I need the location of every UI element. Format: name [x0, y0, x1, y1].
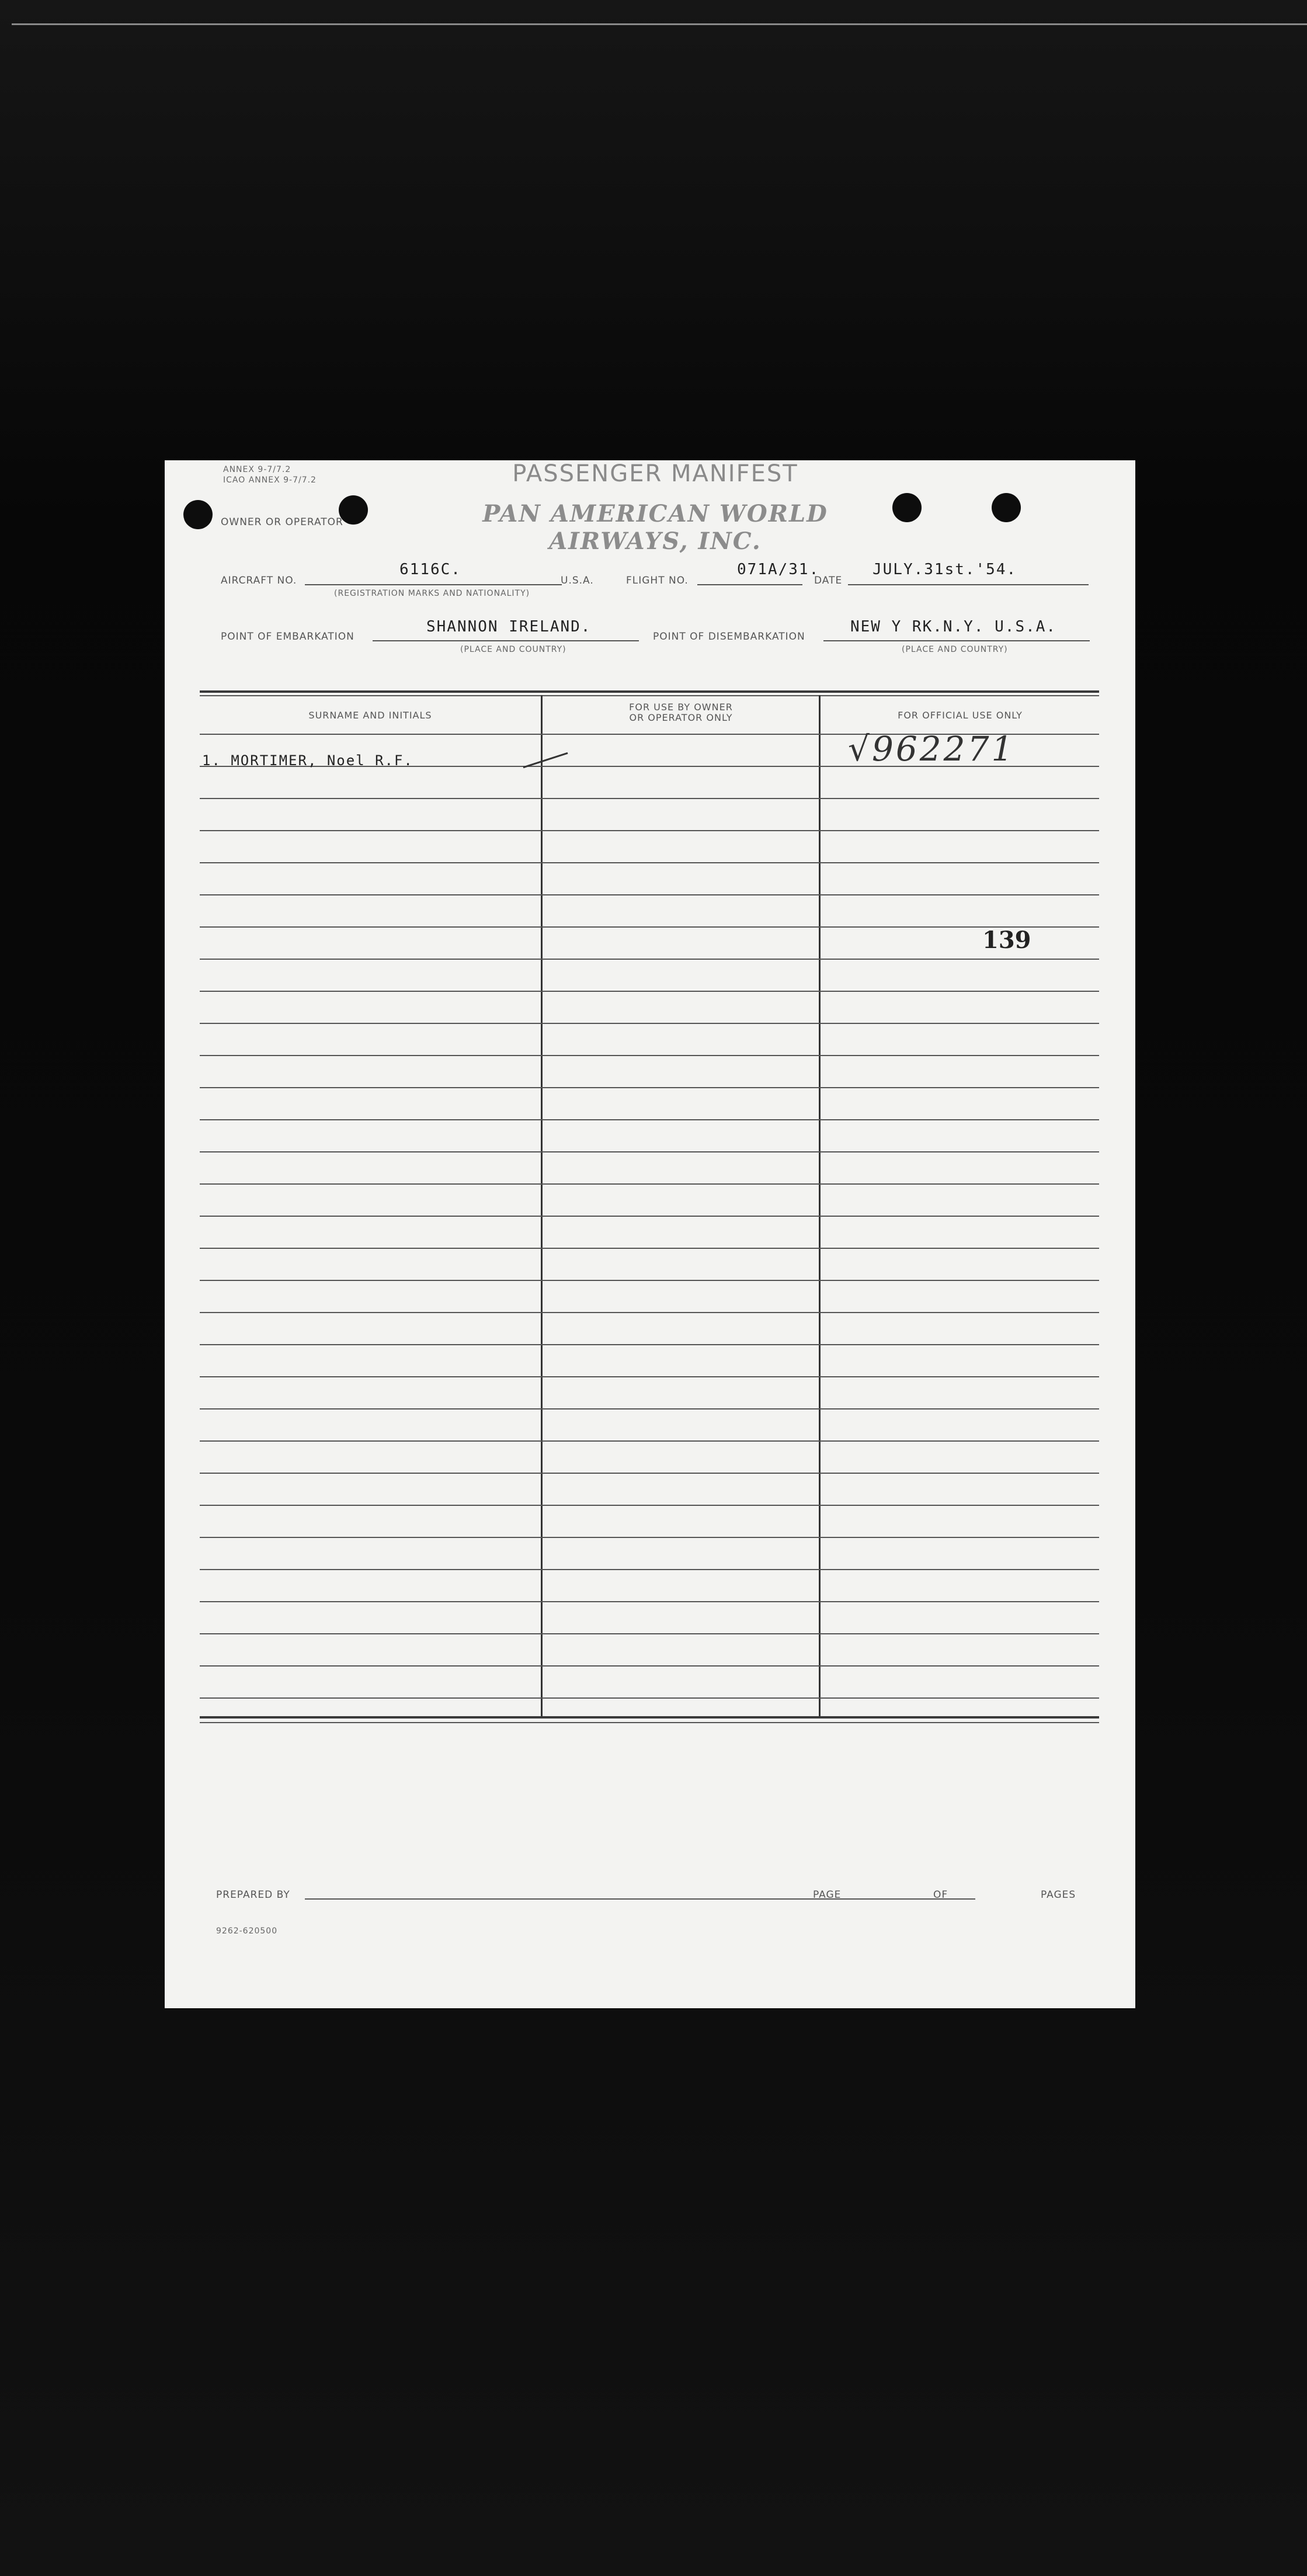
flight-label: FLIGHT NO. — [626, 575, 689, 586]
prepared-by-underline — [305, 1898, 975, 1900]
column-divider — [541, 695, 543, 1719]
column-header-owner-line2: OR OPERATOR ONLY — [629, 712, 733, 723]
table-row-line — [200, 1119, 1099, 1120]
date-underline — [848, 584, 1089, 585]
table-row-line — [200, 1440, 1099, 1442]
table-row-line — [200, 1280, 1099, 1281]
table-row-line — [200, 1665, 1099, 1667]
table-row-line — [200, 926, 1099, 928]
table-row-line — [200, 959, 1099, 960]
table-row-line — [200, 1183, 1099, 1185]
table-row-line — [200, 1087, 1099, 1088]
aircraft-underline — [305, 584, 562, 585]
manifest-sheet — [165, 460, 1135, 2008]
punch-hole — [992, 493, 1021, 522]
punch-hole — [183, 500, 213, 529]
scan-edge-line — [12, 23, 1307, 25]
column-header-surname: SURNAME AND INITIALS — [308, 710, 432, 721]
table-row-line — [200, 1055, 1099, 1056]
of-label: OF — [933, 1889, 948, 1901]
official-handwritten-number: √962271 — [848, 729, 1016, 769]
page-label: PAGE — [813, 1889, 842, 1901]
page-title: PASSENGER MANIFEST — [512, 460, 798, 487]
stamp-number: 139 — [982, 926, 1031, 954]
table-row-line — [200, 1473, 1099, 1474]
pages-label: PAGES — [1041, 1889, 1076, 1901]
table-row-line — [200, 1023, 1099, 1024]
flight-value: 071A/31. — [737, 561, 820, 578]
table-row-line — [200, 1151, 1099, 1152]
nationality-value: U.S.A. — [561, 575, 594, 586]
table-row-line — [200, 1633, 1099, 1634]
disembark-value: NEW Y RK.N.Y. U.S.A. — [850, 618, 1057, 636]
form-code: ANNEX 9-7/7.2 — [223, 465, 291, 474]
footer-code: 9262-620500 — [216, 1926, 278, 1936]
embark-label: POINT OF EMBARKATION — [221, 631, 354, 643]
date-label: DATE — [814, 575, 843, 586]
column-header-owner-line1: FOR USE BY OWNER — [629, 702, 733, 713]
table-row-line — [200, 1248, 1099, 1249]
aircraft-label: AIRCRAFT NO. — [221, 575, 297, 586]
flight-underline — [697, 584, 802, 585]
table-row-line — [200, 1312, 1099, 1313]
table-bottom-rule — [200, 1716, 1099, 1719]
date-value: JULY.31st.'54. — [873, 561, 1017, 578]
embark-note: (PLACE AND COUNTRY) — [460, 645, 566, 654]
table-row-line — [200, 1697, 1099, 1699]
table-row-line — [200, 991, 1099, 992]
disembark-label: POINT OF DISEMBARKATION — [653, 631, 805, 643]
table-row-line — [200, 1376, 1099, 1377]
table-row-line — [200, 1537, 1099, 1538]
table-row-line — [200, 1344, 1099, 1345]
table-row-line — [200, 894, 1099, 895]
aircraft-value: 6116C. — [399, 561, 461, 578]
table-bottom-rule-2 — [200, 1722, 1099, 1723]
registration-note: (REGISTRATION MARKS AND NATIONALITY) — [334, 589, 530, 598]
prepared-by-label: PREPARED BY — [216, 1889, 290, 1901]
table-row-line — [200, 1408, 1099, 1409]
disembark-note: (PLACE AND COUNTRY) — [902, 645, 1008, 654]
embark-value: SHANNON IRELAND. — [426, 618, 592, 636]
table-row-line — [200, 1505, 1099, 1506]
table-row-line — [200, 798, 1099, 799]
airline-name: PAN AMERICAN WORLD AIRWAYS, INC. — [482, 500, 828, 555]
passenger-entry: 1. MORTIMER, Noel R.F. — [202, 752, 413, 769]
owner-label: OWNER OR OPERATOR — [221, 516, 343, 528]
punch-hole — [892, 493, 922, 522]
column-header-official: FOR OFFICIAL USE ONLY — [898, 710, 1023, 721]
table-row-line — [200, 1601, 1099, 1602]
disembark-underline — [823, 640, 1090, 641]
table-top-rule-2 — [200, 695, 1099, 696]
column-divider — [819, 695, 821, 1719]
table-row-line — [200, 830, 1099, 831]
form-code-annex: ICAO ANNEX 9-7/7.2 — [223, 475, 317, 485]
embark-underline — [373, 640, 639, 641]
table-row-line — [200, 1216, 1099, 1217]
table-top-rule — [200, 690, 1099, 693]
table-row-line — [200, 862, 1099, 863]
table-row-line — [200, 1569, 1099, 1570]
